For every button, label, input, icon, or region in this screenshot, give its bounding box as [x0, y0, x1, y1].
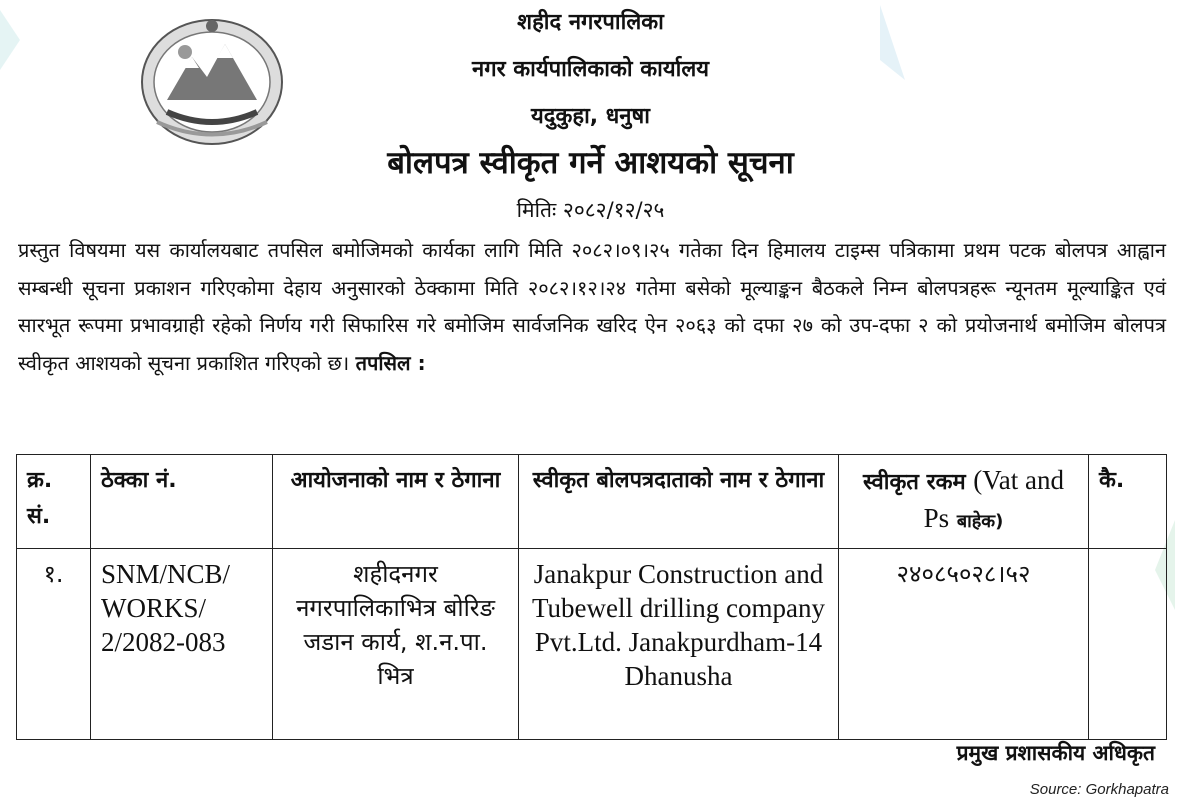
signature-title: प्रमुख प्रशासकीय अधिकृत [956, 741, 1155, 765]
cell-amount: २४०८५०२८।५२ [839, 549, 1089, 740]
cell-remarks [1089, 549, 1167, 740]
notice-title: बोलपत्र स्वीकृत गर्ने आशयको सूचना [387, 145, 794, 181]
header-project: आयोजनाको नाम र ठेगाना [273, 455, 519, 549]
tapsil-label: तपसिल : [355, 350, 426, 375]
header-remarks: कै. [1089, 455, 1167, 549]
header-amount-en: (Vat and Ps [923, 465, 1065, 533]
notice-body [18, 232, 1166, 382]
cell-sn: १. [17, 549, 91, 740]
header-amount-suffix: बाहेक) [956, 511, 1004, 532]
header-amount [839, 455, 1089, 549]
header-contract-no: ठेक्का नं. [91, 455, 273, 549]
notice-date: मितिः २०८२/१२/२५ [516, 198, 665, 222]
table-header-row [17, 455, 1167, 549]
office-address: यदुकुहा, धनुषा [531, 104, 650, 129]
award-table [16, 454, 1167, 740]
notice-body-text: प्रस्तुत विषयमा यस कार्यालयबाट तपसिल बमोजिमको कार्यका लागि मिति २०८२।०९।२५ गतेका दिन हिमालय टाइम्स पत्रिकामा प्रथम पटक बोलपत्र आह्वान सम्बन्धी सूचना प्रकाशन गरिएकोमा देहाय अनुसारको ठेक्कामा मिति २०८२।१२।२४ गतेमा बसेको मूल्याङ्कन बैठकले निम्न बोलपत्रहरू न्यूनतम मूल्याङ्कित एवं सारभूत रूपमा प्रभावग्राही रहेको निर्णय गरी सिफारिस गरे बमोजिम सार्वजनिक खरिद ऐन २०६३ को दफा २७ को उप-दफा २ को प्रयोजनार्थ बमोजिम बोलपत्र स्वीकृत आशयको सूचना प्रकाशित गरिएको छ। [18, 238, 1166, 375]
header-sn: क्र. सं. [17, 455, 91, 549]
source-credit: Source: Gorkhapatra [1029, 781, 1169, 798]
office-name: नगर कार्यपालिकाको कार्यालय [472, 57, 709, 82]
header-bidder: स्वीकृत बोलपत्रदाताको नाम र ठेगाना [519, 455, 839, 549]
cell-bidder: Janakpur Construction and Tubewell drilling company Pvt.Ltd. Janakpurdham-14 Dhanusha [519, 549, 839, 740]
table-row [17, 549, 1167, 740]
municipality-name: शहीद नगरपालिका [517, 10, 664, 35]
cell-contract-no: SNM/NCB/ WORKS/ 2/2082-083 [91, 549, 273, 740]
header-amount-prefix: स्वीकृत रकम [862, 470, 966, 495]
cell-project: शहीदनगर नगरपालिकाभित्र बोरिङ जडान कार्य, श.न.पा. भित्र [273, 549, 519, 740]
